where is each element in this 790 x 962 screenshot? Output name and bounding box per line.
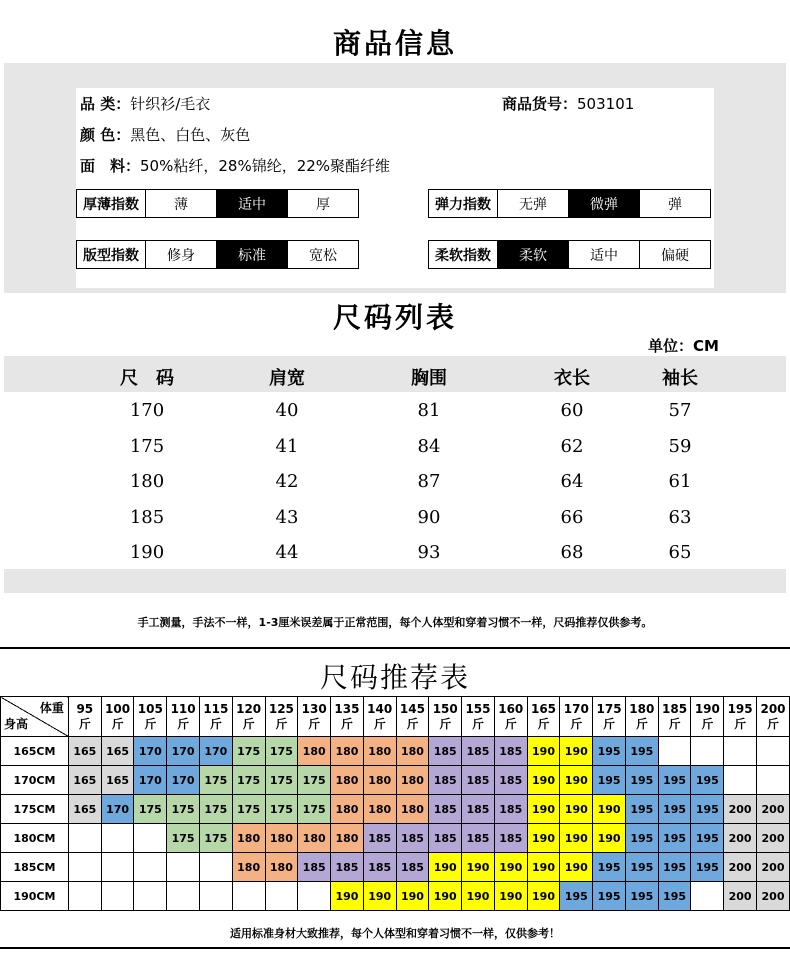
- recommend-cell: 185: [429, 824, 462, 853]
- recommend-cell: 175: [265, 795, 298, 824]
- index-option: 弹: [639, 190, 710, 217]
- weight-header: 115 斤: [199, 697, 232, 737]
- corner-cell: [1, 697, 69, 737]
- recommend-cell: 190: [560, 824, 593, 853]
- recommend-cell: 200: [757, 882, 790, 911]
- index-option: 柔软: [497, 241, 568, 268]
- recommend-cell: [167, 853, 200, 882]
- recommend-cell: 190: [429, 882, 462, 911]
- weight-header: 165 斤: [527, 697, 560, 737]
- size-cell-size: 185: [129, 506, 165, 528]
- size-cell-shoulder: 40: [275, 400, 299, 421]
- height-header: 185CM: [1, 853, 69, 882]
- recommend-cell: 190: [396, 882, 429, 911]
- recommend-cell: 190: [527, 795, 560, 824]
- corner-height-label: 身高: [4, 717, 29, 731]
- header-size: 尺 码: [120, 368, 174, 389]
- recommend-cell: 185: [462, 824, 495, 853]
- recommend-cell: 185: [494, 737, 527, 766]
- recommend-cell: 190: [527, 766, 560, 795]
- header-sleeve: 袖长: [662, 368, 698, 389]
- recommend-cell: 180: [363, 795, 396, 824]
- size-cell-size: 180: [129, 471, 165, 492]
- recommend-cell: [298, 882, 331, 911]
- weight-header: 95 斤: [68, 697, 101, 737]
- material-label: 面 料：: [80, 157, 141, 175]
- height-header: 165CM: [1, 737, 69, 766]
- recommend-cell: 200: [757, 824, 790, 853]
- index-option: 宽松: [287, 241, 358, 268]
- recommend-cell: 175: [265, 737, 298, 766]
- weight-header: 105 斤: [134, 697, 167, 737]
- recommend-cell: 180: [298, 824, 331, 853]
- size-cell-chest: 87: [417, 471, 441, 492]
- index-option: 适中: [568, 241, 639, 268]
- weight-header: 135 斤: [331, 697, 364, 737]
- recommend-cell: 190: [429, 853, 462, 882]
- recommend-cell: 195: [625, 882, 658, 911]
- recommend-cell: [199, 882, 232, 911]
- size-cell-shoulder: 44: [275, 542, 299, 563]
- index-option: 厚: [287, 190, 358, 217]
- weight-header: 175 斤: [593, 697, 626, 737]
- recommend-cell: 195: [625, 737, 658, 766]
- recommend-cell: 180: [331, 824, 364, 853]
- recommend-cell: 185: [363, 853, 396, 882]
- height-header: 175CM: [1, 795, 69, 824]
- recommend-cell: [68, 882, 101, 911]
- recommend-cell: 180: [331, 766, 364, 795]
- recommend-cell: [691, 737, 724, 766]
- recommend-cell: 195: [593, 737, 626, 766]
- recommend-cell: 185: [462, 737, 495, 766]
- weight-header: 180 斤: [625, 697, 658, 737]
- category-label: 品 类：: [80, 95, 131, 113]
- recommend-cell: 180: [396, 766, 429, 795]
- recommend-cell: 185: [298, 853, 331, 882]
- material-row: [80, 156, 390, 176]
- header-chest: 胸围: [411, 368, 447, 389]
- recommend-title: 尺码推荐表: [319, 661, 470, 694]
- recommend-cell: 175: [199, 766, 232, 795]
- recommend-cell: 200: [724, 795, 757, 824]
- recommend-cell: 170: [199, 737, 232, 766]
- recommend-cell: [101, 882, 134, 911]
- recommend-cell: 190: [462, 853, 495, 882]
- index-label: 弹力指数: [435, 196, 491, 213]
- weight-header: 110 斤: [167, 697, 200, 737]
- recommend-cell: 195: [691, 853, 724, 882]
- height-header: 170CM: [1, 766, 69, 795]
- recommend-cell: 195: [691, 824, 724, 853]
- recommend-cell: [101, 853, 134, 882]
- recommend-cell: 185: [462, 766, 495, 795]
- recommend-cell: [724, 737, 757, 766]
- recommend-cell: [691, 882, 724, 911]
- recommend-cell: 185: [396, 824, 429, 853]
- recommend-cell: 190: [593, 824, 626, 853]
- recommend-cell: 185: [429, 766, 462, 795]
- elasticity-index: [428, 189, 711, 218]
- weight-header: 145 斤: [396, 697, 429, 737]
- size-cell-sleeve: 57: [668, 400, 692, 421]
- size-cell-chest: 90: [417, 506, 441, 528]
- recommend-cell: 185: [494, 824, 527, 853]
- recommend-cell: 165: [68, 795, 101, 824]
- size-cell-shoulder: 43: [275, 506, 299, 528]
- weight-header: 170 斤: [560, 697, 593, 737]
- index-label: 柔软指数: [435, 247, 491, 264]
- recommend-cell: [265, 882, 298, 911]
- recommend-cell: 195: [691, 795, 724, 824]
- weight-header: 200 斤: [757, 697, 790, 737]
- recommend-note: 适用标准身材大致推荐，每个人体型和穿着习惯不一样，仅供参考！: [230, 927, 560, 940]
- recommend-cell: 175: [232, 766, 265, 795]
- thickness-index: [76, 189, 359, 218]
- recommend-cell: 190: [331, 882, 364, 911]
- recommend-cell: 175: [298, 766, 331, 795]
- index-option: 标准: [216, 241, 287, 268]
- recommend-cell: 195: [658, 853, 691, 882]
- recommend-cell: 190: [494, 853, 527, 882]
- size-cell-length: 60: [560, 400, 584, 421]
- category-row: [80, 94, 210, 114]
- recommend-cell: 185: [494, 795, 527, 824]
- size-cell-chest: 81: [417, 400, 441, 421]
- recommend-cell: 180: [331, 737, 364, 766]
- recommend-cell: 200: [757, 795, 790, 824]
- size-cell-sleeve: 63: [668, 506, 692, 528]
- recommend-cell: 195: [625, 766, 658, 795]
- recommend-cell: 175: [265, 766, 298, 795]
- index-option: 偏硬: [639, 241, 710, 268]
- recommend-cell: [134, 882, 167, 911]
- recommend-cell: 185: [429, 795, 462, 824]
- recommend-cell: 190: [560, 766, 593, 795]
- size-cell-length: 64: [560, 471, 584, 492]
- size-list-title: 尺码列表: [332, 301, 457, 334]
- recommend-cell: 195: [691, 766, 724, 795]
- size-cell-chest: 84: [417, 435, 441, 457]
- weight-header: 190 斤: [691, 697, 724, 737]
- recommend-cell: 180: [265, 853, 298, 882]
- color-value: 黑色、白色、灰色: [130, 126, 251, 144]
- recommend-cell: 195: [625, 853, 658, 882]
- recommend-cell: 180: [265, 824, 298, 853]
- recommend-cell: 185: [494, 766, 527, 795]
- recommend-cell: [199, 853, 232, 882]
- recommend-cell: [68, 824, 101, 853]
- size-cell-size: 175: [129, 435, 165, 457]
- recommend-cell: 180: [396, 737, 429, 766]
- code-label: 商品货号：: [502, 95, 578, 113]
- divider: [0, 947, 790, 949]
- code-row: [502, 94, 634, 114]
- material-value: 50%粘纤，28%锦纶，22%聚酯纤维: [140, 157, 391, 175]
- recommend-cell: 190: [462, 882, 495, 911]
- recommend-cell: [757, 737, 790, 766]
- recommend-cell: 180: [363, 766, 396, 795]
- header-shoulder: 肩宽: [269, 368, 305, 389]
- recommend-cell: [134, 824, 167, 853]
- recommend-cell: 170: [134, 737, 167, 766]
- recommend-cell: [757, 766, 790, 795]
- recommend-cell: 195: [625, 824, 658, 853]
- header-length: 衣长: [554, 368, 590, 389]
- recommend-cell: 170: [101, 795, 134, 824]
- recommend-cell: 165: [101, 766, 134, 795]
- weight-header: 195 斤: [724, 697, 757, 737]
- recommend-table: [0, 696, 790, 911]
- size-cell-length: 68: [560, 542, 584, 563]
- recommend-cell: 165: [68, 766, 101, 795]
- recommend-cell: 190: [593, 795, 626, 824]
- recommend-cell: 190: [527, 853, 560, 882]
- softness-index: [428, 240, 711, 269]
- size-cell-shoulder: 41: [275, 435, 299, 457]
- recommend-cell: 190: [527, 737, 560, 766]
- weight-header: 150 斤: [429, 697, 462, 737]
- recommend-cell: 195: [625, 795, 658, 824]
- recommend-cell: 185: [462, 795, 495, 824]
- index-option: 无弹: [497, 190, 568, 217]
- recommend-cell: 185: [331, 853, 364, 882]
- recommend-cell: 200: [724, 853, 757, 882]
- weight-header: 120 斤: [232, 697, 265, 737]
- measure-note: 手工测量，手法不一样，1-3厘米误差属于正常范围，每个人体型和穿着习惯不一样，尺码推荐仅供参考。: [137, 616, 653, 629]
- code-value: 503101: [577, 95, 635, 113]
- weight-header: 160 斤: [494, 697, 527, 737]
- size-cell-size: 170: [129, 400, 165, 421]
- size-cell-chest: 93: [417, 542, 441, 563]
- recommend-cell: 180: [331, 795, 364, 824]
- recommend-cell: 175: [199, 795, 232, 824]
- index-option: 适中: [216, 190, 287, 217]
- unit-label: 单位：CM: [648, 337, 719, 355]
- size-footer-band: [4, 569, 786, 593]
- recommend-cell: 175: [232, 737, 265, 766]
- recommend-cell: [167, 882, 200, 911]
- recommend-cell: [68, 853, 101, 882]
- recommend-cell: 195: [593, 853, 626, 882]
- recommend-cell: 200: [757, 853, 790, 882]
- color-label: 颜 色：: [80, 126, 131, 144]
- recommend-cell: 190: [494, 882, 527, 911]
- recommend-cell: 195: [560, 882, 593, 911]
- divider: [0, 647, 790, 649]
- recommend-cell: 195: [658, 795, 691, 824]
- recommend-cell: 190: [363, 882, 396, 911]
- recommend-cell: [134, 853, 167, 882]
- weight-header: 155 斤: [462, 697, 495, 737]
- weight-header: 140 斤: [363, 697, 396, 737]
- index-label: 版型指数: [83, 247, 139, 264]
- size-cell-sleeve: 59: [668, 435, 692, 457]
- recommend-cell: 170: [167, 737, 200, 766]
- corner-weight-label: 体重: [39, 701, 64, 715]
- weight-header: 130 斤: [298, 697, 331, 737]
- recommend-cell: 175: [232, 795, 265, 824]
- recommend-cell: 175: [167, 795, 200, 824]
- size-cell-length: 62: [560, 435, 584, 457]
- recommend-cell: 190: [560, 853, 593, 882]
- weight-header: 100 斤: [101, 697, 134, 737]
- height-header: 180CM: [1, 824, 69, 853]
- recommend-cell: 170: [167, 766, 200, 795]
- index-option: 微弹: [568, 190, 639, 217]
- weight-header: 185 斤: [658, 697, 691, 737]
- color-row: [80, 125, 250, 145]
- size-cell-size: 190: [129, 542, 165, 563]
- recommend-cell: 195: [658, 766, 691, 795]
- recommend-cell: 195: [593, 766, 626, 795]
- recommend-cell: 175: [167, 824, 200, 853]
- index-option: 薄: [145, 190, 216, 217]
- recommend-cell: 180: [396, 795, 429, 824]
- recommend-cell: 175: [199, 824, 232, 853]
- recommend-cell: 185: [396, 853, 429, 882]
- height-header: 190CM: [1, 882, 69, 911]
- recommend-cell: [101, 824, 134, 853]
- index-option: 修身: [145, 241, 216, 268]
- recommend-cell: 165: [101, 737, 134, 766]
- recommend-cell: 180: [232, 853, 265, 882]
- recommend-cell: [658, 737, 691, 766]
- recommend-cell: [232, 882, 265, 911]
- recommend-cell: 185: [363, 824, 396, 853]
- recommend-cell: 190: [560, 737, 593, 766]
- category-value: 针织衫/毛衣: [130, 95, 211, 113]
- size-cell-shoulder: 42: [275, 471, 299, 492]
- index-label: 厚薄指数: [83, 196, 139, 213]
- weight-header: 125 斤: [265, 697, 298, 737]
- recommend-cell: 200: [724, 824, 757, 853]
- recommend-cell: 195: [658, 882, 691, 911]
- recommend-cell: 170: [134, 766, 167, 795]
- recommend-cell: 180: [232, 824, 265, 853]
- recommend-cell: 190: [527, 882, 560, 911]
- recommend-cell: 175: [134, 795, 167, 824]
- recommend-cell: 185: [429, 737, 462, 766]
- product-info-title: 商品信息: [332, 27, 457, 60]
- fit-index: [76, 240, 359, 269]
- recommend-cell: 180: [298, 737, 331, 766]
- recommend-cell: 180: [363, 737, 396, 766]
- recommend-cell: [724, 766, 757, 795]
- recommend-cell: 200: [724, 882, 757, 911]
- recommend-cell: 190: [560, 795, 593, 824]
- size-cell-sleeve: 65: [668, 542, 692, 563]
- recommend-cell: 175: [298, 795, 331, 824]
- size-cell-sleeve: 61: [668, 471, 692, 492]
- size-cell-length: 66: [560, 506, 584, 528]
- recommend-cell: 165: [68, 737, 101, 766]
- recommend-cell: 195: [593, 882, 626, 911]
- recommend-cell: 195: [658, 824, 691, 853]
- recommend-cell: 190: [527, 824, 560, 853]
